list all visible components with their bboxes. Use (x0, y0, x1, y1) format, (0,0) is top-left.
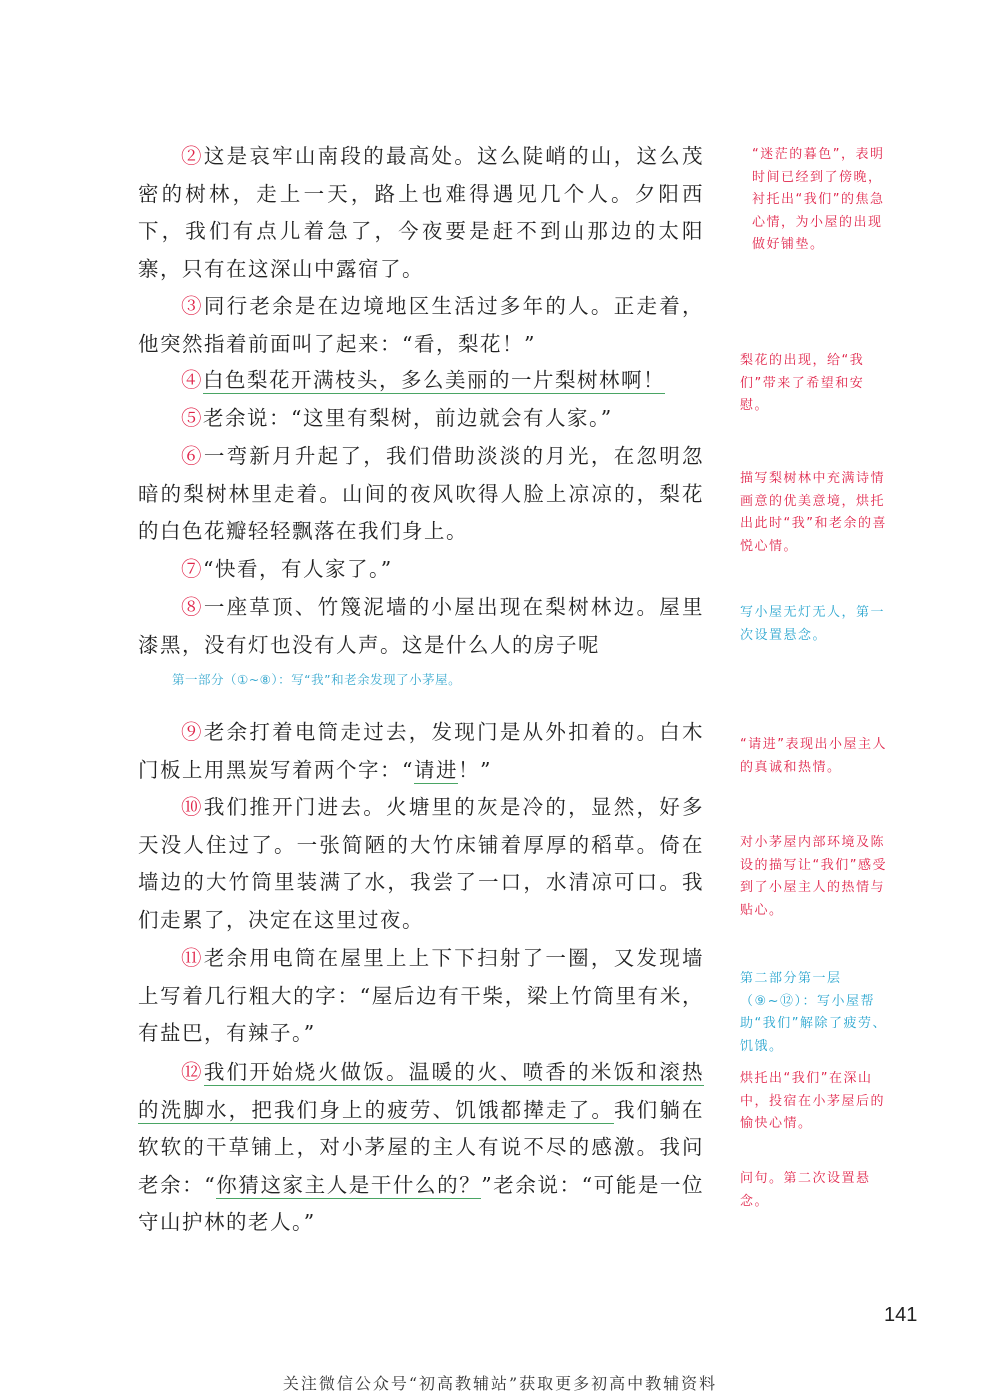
paragraph-text: ！” (457, 757, 492, 782)
paragraph-number: ④ (181, 368, 204, 392)
margin-note-pear-grove: 描写梨树林中充满诗情画意的优美意境，烘托出此时“我”和老余的喜悦心情。 (740, 471, 887, 554)
paragraph-number: ⑦ (181, 557, 204, 581)
paragraph-2 (138, 138, 704, 288)
paragraph-text: 老余用电筒在屋里上上下下扫射了一圈，又发现墙上写着几行粗大的字：“屋后边有干柴，梁上竹筒里有米，有盐巴，有辣子。” (138, 946, 705, 1045)
paragraph-10 (138, 789, 704, 939)
paragraph-text: 一弯新月升起了，我们借助淡淡的月光，在忽明忽暗的梨树林里走着。山间的夜风吹得人脸上凉凉的，梨花的白色花瓣轻轻飘落在我们身上。 (138, 444, 705, 543)
paragraph-text: 老余说：“这里有梨树，前边就会有人家。” (203, 406, 613, 430)
margin-note-dusk: “迷茫的暮色”，表明时间已经到了傍晚，衬托出“我们”的焦急心情，为小屋的出现做好铺垫。 (752, 147, 885, 252)
paragraph-11 (138, 940, 704, 1053)
paragraph-number: ⑥ (181, 444, 204, 468)
paragraph-number: ② (181, 144, 204, 168)
margin-note-happy-mood: 烘托出“我们”在深山中，投宿在小茅屋后的愉快心情。 (740, 1071, 886, 1131)
paragraph-text-underlined: 我们开始烧火做饭。 (203, 1060, 409, 1084)
paragraph-text: ”老余说：“可能是一位守山护林的老人。” (138, 1172, 704, 1234)
highlight-qingjin: 请进 (413, 757, 458, 782)
part-one-summary: 第一部分（①~⑧）：写“我”和老余发现了小茅屋。 (172, 672, 462, 687)
paragraph-9 (138, 714, 704, 789)
margin-note-qingjin: “请进”表现出小屋主人的真诚和热情。 (740, 737, 887, 775)
page-number: 141 (884, 1304, 918, 1326)
margin-note-suspense-2: 问句。第二次设置悬念。 (740, 1171, 871, 1209)
paragraph-6 (138, 438, 704, 551)
margin-note-suspense-1: 写小屋无灯无人，第一次设置悬念。 (740, 605, 886, 643)
paragraph-4 (138, 362, 704, 400)
paragraph-text-underlined: 温暖的火、喷香的米饭和滚热的洗脚水，把我们身上的疲劳、饥饿都撵走了。 (138, 1060, 705, 1122)
paragraph-text: 我们推开门进去。火塘里的灰是冷的，显然，好多天没人住过了。一张简陋的大竹床铺着厚厚的稻草。倚在墙边的大竹筒里装满了水，我尝了一口，水清凉可口。我们走累了，决定在这里过夜。 (138, 795, 705, 932)
paragraph-text: 一座草顶、竹篾泥墙的小屋出现在梨树林边。屋里漆黑，没有灯也没有人声。这是什么人的房子呢 (138, 595, 705, 657)
footer-promo: 关注微信公众号“初高教辅站”获取更多初高中教辅资料 (282, 1374, 718, 1393)
paragraph-text: 老余打着电筒走过去，发现门是从外扣着的。白木门板上用黑炭写着两个字：“ (138, 720, 705, 782)
paragraph-text: “快看，有人家了。” (203, 557, 393, 581)
paragraph-5 (138, 400, 704, 438)
paragraph-number: ⑤ (181, 406, 204, 430)
paragraph-number: ③ (181, 294, 204, 318)
paragraph-text: 这是哀牢山南段的最高处。这么陡峭的山，这么茂密的树林，走上一天，路上也难得遇见几个人。夕阳西下，我们有点儿着急了，今夜要是赶不到山那边的太阳寨，只有在这深山中露宿了。 (138, 144, 705, 281)
question-underlined: 你猜这家主人是干什么的？ (216, 1172, 482, 1197)
paragraph-3 (138, 288, 704, 363)
paragraph-text-underlined: 白色梨花开满枝头，多么美丽的一片梨树林啊！ (203, 368, 666, 392)
paragraph-number: ⑨ (181, 720, 204, 744)
paragraph-text: 我们躺在软软的干草铺上，对小茅屋的主人有说不尽的感激。我问老余：“ (138, 1097, 704, 1197)
paragraph-7 (138, 551, 704, 589)
margin-note-part-two: 第二部分第一层（⑨~⑫）：写小屋帮助“我们”解除了疲劳、饥饿。 (740, 971, 887, 1054)
margin-note-pear-blossom: 梨花的出现，给“我们”带来了希望和安慰。 (740, 353, 865, 413)
paragraph-12 (138, 1054, 704, 1242)
paragraph-8 (138, 589, 704, 664)
paragraph-number: ⑧ (181, 595, 204, 619)
paragraph-number: ⑩ (181, 795, 204, 819)
paragraph-number: ⑪ (181, 946, 204, 970)
margin-note-interior: 对小茅屋内部环境及陈设的描写让“我们”感受到了小屋主人的热情与贴心。 (740, 835, 887, 918)
paragraph-number: ⑫ (181, 1060, 204, 1084)
paragraph-text: 同行老余是在边境地区生活过多年的人。正走着，他突然指着前面叫了起来：“看，梨花！” (138, 294, 705, 356)
